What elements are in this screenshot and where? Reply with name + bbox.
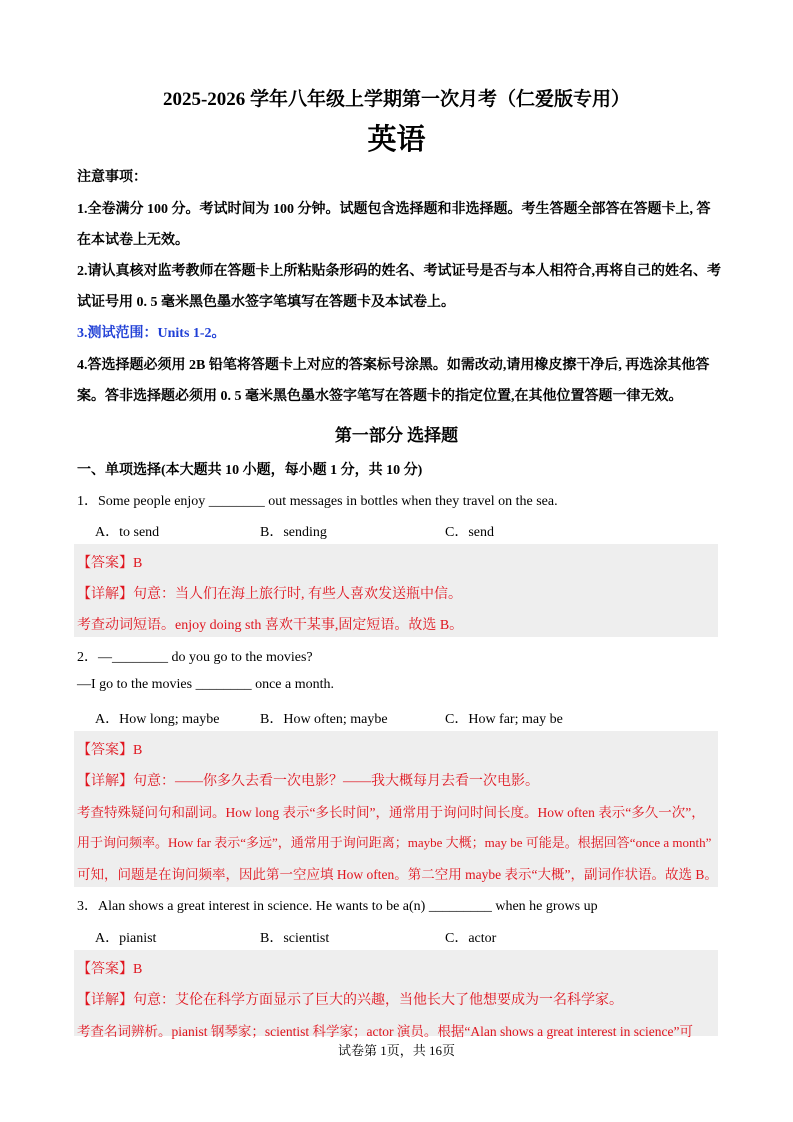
section-heading: 一、单项选择(本大题共 10 小题，每小题 1 分，共 10 分) — [77, 463, 423, 478]
note-line: 在本试卷上无效。 — [77, 233, 189, 248]
subject-title: 英语 — [367, 124, 426, 156]
question-2-stem: 2．—________ do you go to the movies? — [77, 650, 313, 665]
notes-heading: 注意事项： — [77, 170, 147, 185]
question-1-option-a: A．to send — [95, 525, 160, 540]
question-1-stem: 1．Some people enjoy ________ out messages in bottles when they travel on the sea. — [77, 494, 558, 509]
question-3-stem: 3．Alan shows a great interest in science. He wants to be a(n) _________ when he grows up — [77, 899, 598, 914]
question-1-explain: 考查动词短语。enjoy doing sth 喜欢干某事,固定短语。故选 B。 — [77, 618, 464, 633]
question-2-explain: 【详解】句意：——你多久去看一次电影？——我大概每月去看一次电影。 — [77, 774, 539, 789]
part-title: 第一部分 选择题 — [334, 426, 459, 445]
question-1-option-c: C．send — [445, 525, 494, 540]
note-line: 2.请认真核对监考教师在答题卡上所粘贴条形码的姓名、考试证号是否与本人相符合,再将自己的姓名、考 — [77, 264, 721, 279]
note-line-scope: 3.测试范围：Units 1-2。 — [77, 326, 226, 341]
question-1-option-b: B．sending — [260, 525, 327, 540]
question-2-stem: —I go to the movies ________ once a month. — [77, 677, 335, 692]
question-2-explain: 考查特殊疑问句和副词。How long 表示“多长时间”，通常用于询问时间长度。How often 表示“多久一次”， — [77, 805, 705, 820]
question-2-answer: 【答案】B — [77, 743, 143, 758]
question-3-explain: 【详解】句意：艾伦在科学方面显示了巨大的兴趣，当他长大了他想要成为一名科学家。 — [77, 993, 623, 1008]
question-3-answer: 【答案】B — [77, 962, 143, 977]
question-2-option-c: C．How far; may be — [445, 712, 563, 727]
question-1-answer: 【答案】B — [77, 556, 143, 571]
question-3-explain: 考查名词辨析。pianist 钢琴家；scientist 科学家；actor 演员。根据“Alan shows a great interest in science”可 — [77, 1024, 694, 1039]
exam-title: 2025-2026 学年八年级上学期第一次月考（仁爱版专用） — [162, 89, 631, 110]
question-2-explain: 用于询问频率。How far 表示“多远”，通常用于询问距离；maybe 大概；may be 可能是。根据回答“once a month” — [77, 835, 712, 850]
question-3-option-b: B．scientist — [260, 931, 330, 946]
question-2-option-a: A．How long; maybe — [95, 712, 220, 727]
note-line: 4.答选择题必须用 2B 铅笔将答题卡上对应的答案标号涂黑。如需改动,请用橡皮擦干净后, 再选涂其他答 — [77, 358, 710, 373]
note-line: 案。答非选择题必须用 0. 5 毫米黑色墨水签字笔写在答题卡的指定位置,在其他位置答题一律无效。 — [77, 389, 683, 404]
question-2-explain: 可知，问题是在询问频率，因此第一空应填 How often。第二空用 maybe 表示“大概”，副词作状语。故选 B。 — [77, 867, 718, 882]
question-2-option-b: B．How often; maybe — [260, 712, 388, 727]
question-1-explain: 【详解】句意：当人们在海上旅行时, 有些人喜欢发送瓶中信。 — [77, 587, 462, 602]
note-line: 试证号用 0. 5 毫米黑色墨水签字笔填写在答题卡及本试卷上。 — [77, 295, 455, 310]
note-line: 1.全卷满分 100 分。考试时间为 100 分钟。试题包含选择题和非选择题。考生答题全部答在答题卡上, 答 — [77, 202, 711, 217]
page-footer: 试卷第 1页，共 16页 — [337, 1043, 455, 1058]
question-3-option-a: A．pianist — [95, 931, 157, 946]
question-3-option-c: C．actor — [445, 931, 497, 946]
